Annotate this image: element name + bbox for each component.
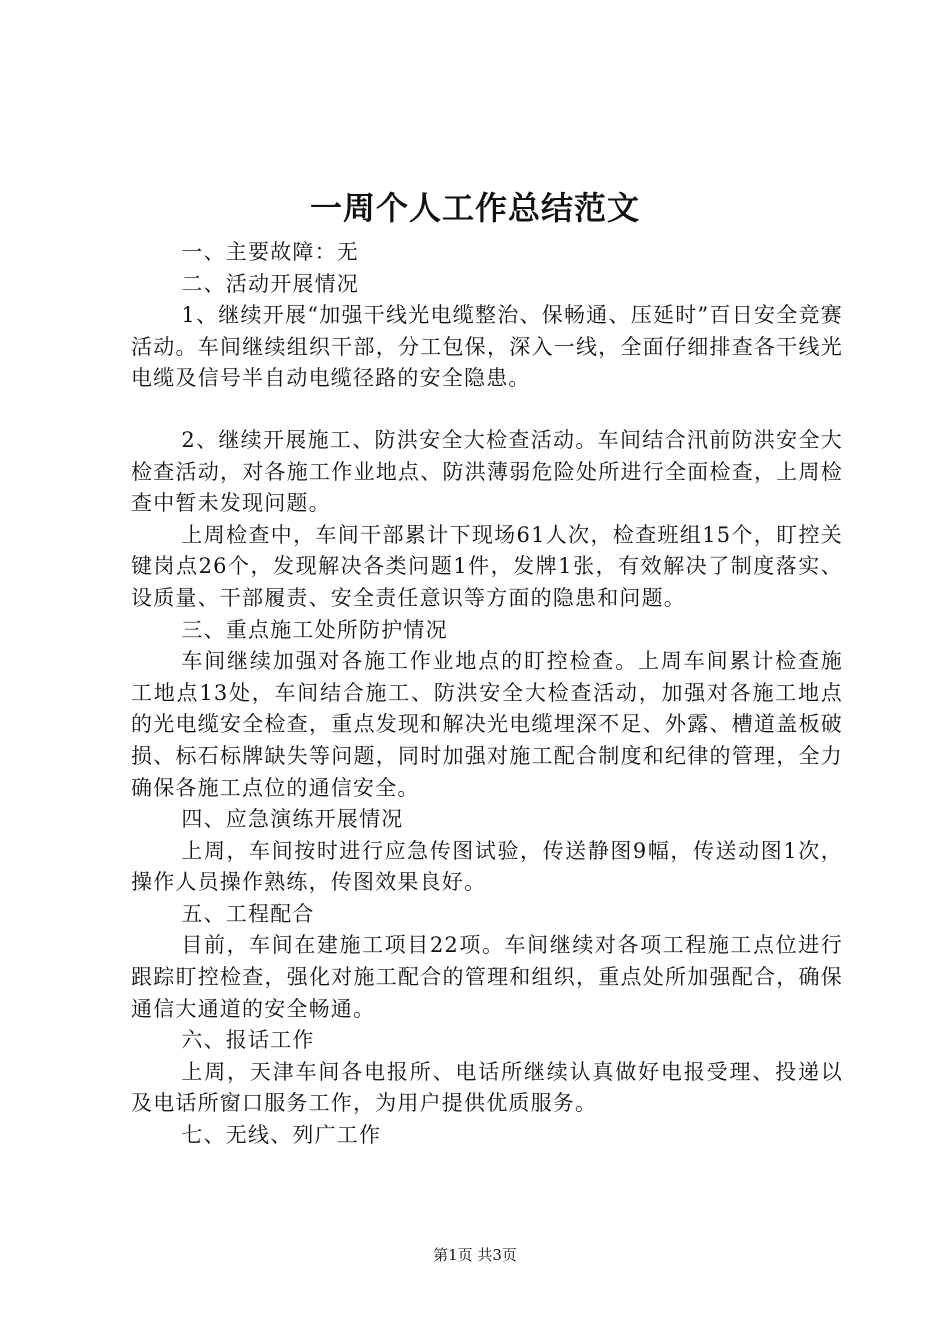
section-heading-main-faults: 一、主要故障：无 [181,240,359,264]
section-heading-activities: 二、活动开展情况 [181,271,359,296]
paragraph-activity-2: 2、继续开展施工、防洪安全大检查活动。车间结合汛前防洪安全大检查活动，对各施工作业地点、防洪薄弱危险处所进行全面检查，上周检查中暂未发现问题。 [131,427,843,516]
document-body [131,237,843,1152]
paragraph-activity-1: 1、继续开展“加强干线光电缆整治、保畅通、压延时”百日安全竞赛活动。车间继续组织干部，分工包保，深入一线，全面仔细排查各干线光电缆及信号半自动电缆径路的安全隐患。 [131,303,843,391]
section-heading-wireless-broadcast: 七、无线、列广工作 [181,1123,382,1148]
paragraph-emergency-drill: 上周，车间按时进行应急传图试验，传送静图9幅，传送动图1次，操作人员操作熟练，传图效果良好。 [131,838,843,895]
section-heading-emergency-drill: 四、应急演练开展情况 [181,807,404,832]
paragraph-project-cooperation: 目前，车间在建施工项目22项。车间继续对各项工程施工点位进行跟踪盯控检查，强化对施工配合的管理和组织，重点处所加强配合，确保通信大通道的安全畅通。 [131,933,843,1021]
document-title: 一周个人工作总结范文 [309,189,640,227]
paragraph-inspection-stats: 上周检查中，车间干部累计下现场61人次，检查班组15个，盯控关键岗点26个，发现解决各类问题1件，发牌1张，有效解决了制度落实、设质量、干部履责、安全责任意识等方面的隐患和问题。 [131,522,843,610]
section-heading-project-cooperation: 五、工程配合 [181,901,315,926]
section-heading-telegraph-phone: 六、报话工作 [181,1028,315,1053]
section-heading-construction-protection: 三、重点施工处所防护情况 [181,617,448,642]
paragraph-telegraph-phone: 上周，天津车间各电报所、电话所继续认真做好电报受理、投递以及电话所窗口服务工作，为用户提供优质服务。 [131,1059,843,1116]
paragraph-construction-protection: 车间继续加强对各施工作业地点的盯控检查。上周车间累计检查施工地点13处，车间结合施工、防洪安全大检查活动，加强对各施工地点的光电缆安全检查，重点发现和解决光电缆埋深不足、外露、槽道盖板破损、标石标牌缺失等问题，同时加强对施工配合制度和纪律的管理，全力确保各施工点位的通信安全。 [131,649,843,800]
page-footer: 第1页 共3页 [433,1246,517,1264]
